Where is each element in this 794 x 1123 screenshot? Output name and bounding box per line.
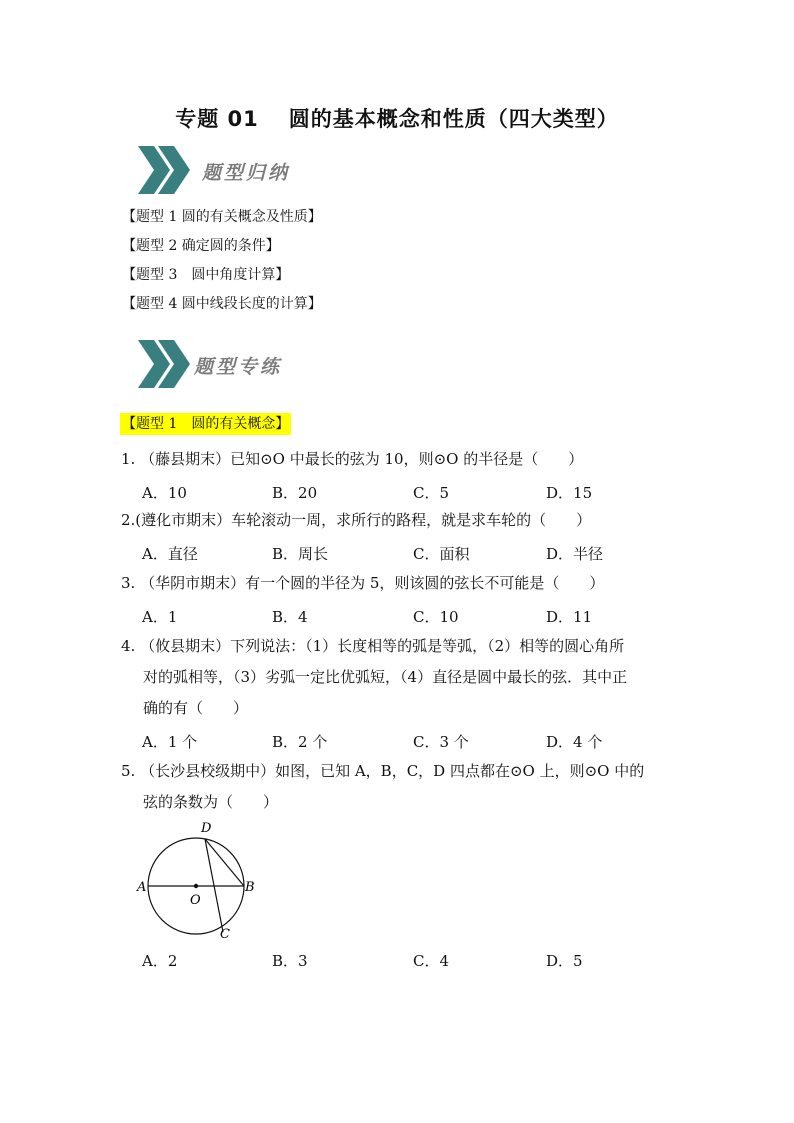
option-b: B．4 [272, 608, 308, 626]
question-2 [121, 505, 591, 536]
question-text-cont: 弦的条数为（ ） [143, 793, 279, 811]
option-c: C．3 个 [413, 733, 469, 751]
type-list-item: 【题型 1 圆的有关概念及性质】 [122, 209, 322, 225]
question-text: 5. （长沙县校级期中）如图，已知 A，B，C，D 四点都在⊙O 上，则⊙O 中的 [121, 762, 645, 780]
option-d: D．5 [546, 952, 583, 970]
option-b: B．20 [272, 484, 318, 502]
option-b: B．3 [272, 952, 308, 970]
option-a: A．1 个 [142, 733, 198, 751]
banner-text: 题型归纳 [202, 162, 291, 184]
option-a: A．直径 [142, 545, 198, 563]
banner-text: 题型专练 [194, 356, 283, 378]
option-c: C．面积 [413, 545, 470, 563]
type-list [122, 203, 322, 319]
option-a: A．2 [142, 952, 178, 970]
question-3 [121, 568, 604, 599]
type-list-item: 【题型 3 圆中角度计算】 [122, 267, 290, 283]
option-c: C．5 [413, 484, 450, 502]
option-a: A．10 [142, 484, 187, 502]
option-d: D．4 个 [546, 733, 603, 751]
circle-figure [136, 818, 266, 947]
double-chevron-icon [136, 140, 196, 200]
page-title [0, 103, 794, 133]
option-d: D．15 [546, 484, 593, 502]
question-4 [121, 631, 627, 724]
circle-diagram [136, 818, 266, 943]
question-text-cont: 确的有（ ） [143, 699, 249, 717]
question-1 [121, 444, 583, 475]
type-list-item: 【题型 4 圆中线段长度的计算】 [122, 296, 322, 312]
type-list-item: 【题型 2 确定圆的条件】 [122, 238, 280, 254]
banner-types-practice [136, 334, 336, 394]
option-c: C．4 [413, 952, 450, 970]
label-a: A [137, 880, 147, 895]
label-d: D [201, 821, 212, 836]
label-c: C [220, 927, 230, 942]
question-text: 4. （攸县期末）下列说法：（1）长度相等的弧是等弧，（2）相等的圆心角所 [121, 637, 625, 655]
question-5 [121, 756, 644, 818]
label-b: B [245, 880, 255, 895]
question-text-cont: 对的弧相等，（3）劣弧一定比优弧短，（4）直径是圆中最长的弦．其中正 [143, 668, 628, 686]
option-d: D．11 [546, 608, 593, 626]
banner-types-summary [136, 140, 336, 200]
title-main: 圆的基本概念和性质（四大类型） [288, 107, 619, 131]
option-a: A．1 [142, 608, 178, 626]
question-text: 3. （华阴市期末）有一个圆的半径为 5，则该圆的弦长不可能是（ ） [121, 574, 605, 592]
double-chevron-icon [136, 334, 196, 394]
option-b: B．周长 [272, 545, 329, 563]
option-c: C．10 [413, 608, 459, 626]
question-text: 2.(遵化市期末）车轮滚动一周，求所行的路程，就是求车轮的（ ） [121, 511, 592, 529]
question-text: 1. （藤县期末）已知⊙O 中最长的弦为 10，则⊙O 的半径是（ ） [121, 450, 584, 468]
option-d: D．半径 [546, 545, 604, 563]
option-b: B．2 个 [272, 733, 328, 751]
title-number: 专题 01 [175, 107, 259, 131]
section-label: 【题型 1 圆的有关概念】 [120, 413, 291, 435]
label-o: O [190, 893, 201, 908]
